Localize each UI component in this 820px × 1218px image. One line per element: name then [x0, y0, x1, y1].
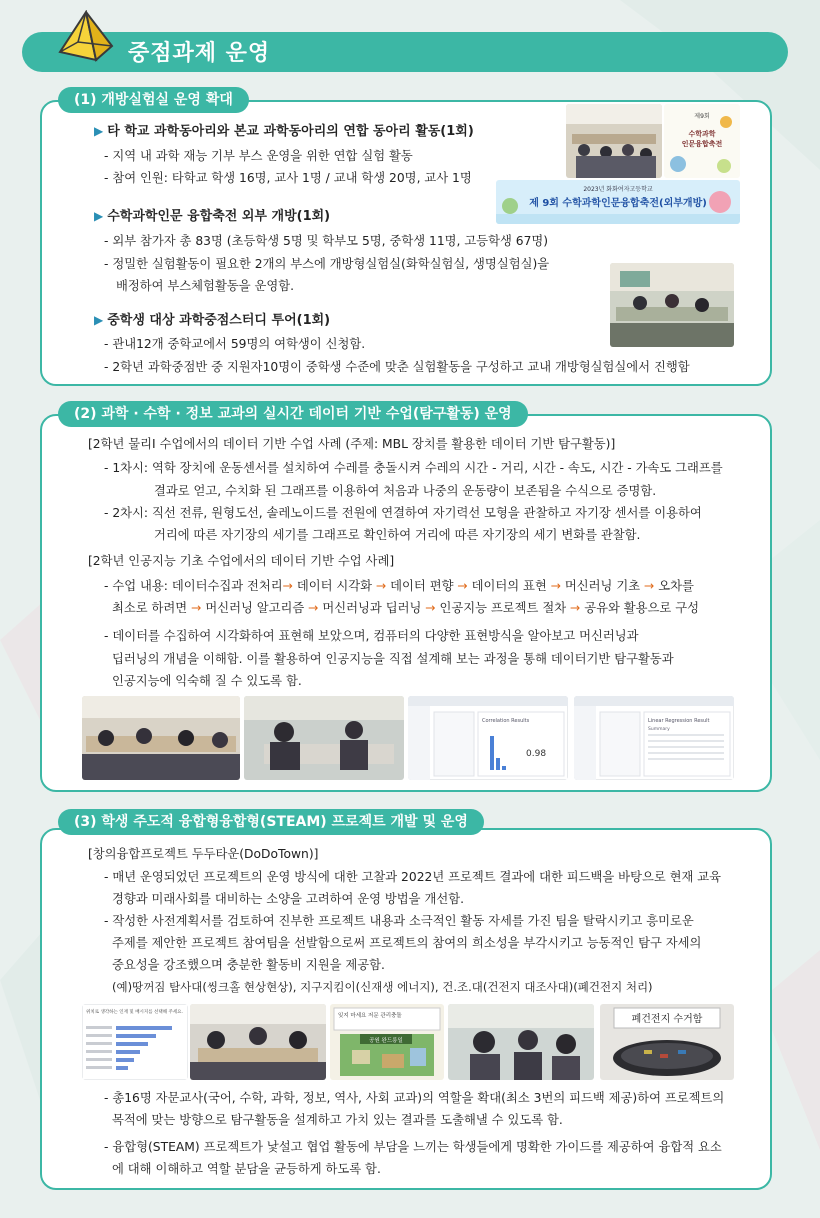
- classroom-photo-1: [82, 696, 240, 780]
- block-line: 거리에 따른 자기장의 세기를 그래프로 확인하여 거리에 따른 자기장의 세기 변화를 관찰함.: [154, 528, 641, 542]
- banner-school: 2023년 화화여자고등학교: [583, 186, 653, 193]
- item-line: - 정밀한 실험활동이 필요한 2개의 부스에 개방형실험실(화학실험실, 생명실험실)을: [104, 257, 550, 271]
- example-line: (예)땅꺼짐 탐사대(씽크홀 현상현상), 지구지킴이(신재생 에너지), 건.조.대(건전지 대조사대)(폐건전지 처리): [112, 980, 653, 994]
- item-line: 배정하여 부스체험활동을 운영함.: [116, 279, 295, 293]
- item-line: - 2학년 과학중점반 중 지원자10명이 중학생 수준에 맞춘 실험활동을 구성하고 교내 개방형실험실에서 진행함: [104, 360, 690, 374]
- battery-bin-sign: 폐건전지 수거함: [631, 1014, 703, 1025]
- item-heading-1: ▶ 타 학교 과학동아리와 본교 과학동아리의 연합 동아리 활동(1회): [94, 124, 474, 139]
- item-line: - 지역 내 과학 재능 기부 부스 운영을 위한 연합 실험 활동: [104, 149, 413, 163]
- block-line: 에 대해 이해하고 역할 분담을 균등하게 하도록 함.: [112, 1162, 381, 1176]
- svg-text:인문융합축전: 인문융합축전: [681, 140, 723, 148]
- block-heading-ai: [2학년 인공지능 기초 수업에서의 데이터 기반 수업 사례]: [88, 554, 395, 568]
- block-line: 목적에 맞는 방향으로 탐구활동을 설계하고 가치 있는 결과를 도출해낼 수 있도록 함.: [112, 1113, 563, 1127]
- team-meeting-photo: [190, 1004, 326, 1080]
- block-line: - 데이터를 수집하여 시각화하여 표현해 보았으며, 컴퓨터의 다양한 표현방식을 알아보고 머신러닝과: [104, 629, 639, 643]
- block-line: - 총16명 자문교사(국어, 수학, 과학, 정보, 역사, 사회 교과)의 역할을 확대(최소 3번의 피드백 제공)하여 프로젝트의: [104, 1091, 725, 1105]
- item-line: - 외부 참가자 총 83명 (초등학생 5명 및 학부모 5명, 중학생 11명, 고등학생 67명): [104, 234, 549, 248]
- block-line: - 1차시: 역학 장치에 운동센서를 설치하여 수레를 충돌시켜 수레의 시간 - 거리, 시간 - 속도, 시간 - 가속도 그래프를: [104, 461, 723, 475]
- software-screenshot-correlation: [408, 696, 568, 780]
- section-label-2: (2) 과학 · 수학 · 정보 교과의 실시간 데이터 기반 수업(탐구활동) 운영: [58, 401, 528, 427]
- survey-chart-screenshot: [82, 1004, 188, 1080]
- block-line: - 2차시: 직선 전류, 원형도선, 솔레노이드를 전원에 연결하여 자기력선 모형을 관찰하고 자기장 센서를 이용하여: [104, 506, 702, 520]
- page-title: 중점과제 운영: [128, 41, 271, 66]
- pyramid-icon: [56, 10, 116, 64]
- triangle-bullet-icon: ▶: [94, 124, 104, 138]
- regression-result-label: Linear Regression Result: [648, 718, 710, 724]
- students-presentation-photo: [448, 1004, 594, 1080]
- item-heading-2: ▶ 수학과학인문 융합축전 외부 개방(1회): [94, 209, 331, 224]
- block-heading-dodotown: [창의융합프로젝트 두두타운(DoDoTown)]: [88, 847, 319, 861]
- poster-mini-sub: 제9회: [694, 113, 710, 120]
- club-activity-photo: [566, 104, 662, 178]
- block-line: - 융합형(STEAM) 프로젝트가 낯설고 협업 활동에 부담을 느끼는 학생들에게 명확한 가이드를 제공하여 융합적 요소: [104, 1140, 722, 1154]
- svg-text:수학과학: 수학과학: [688, 130, 716, 138]
- triangle-bullet-icon: ▶: [94, 209, 104, 223]
- lab-booth-photo: [610, 263, 734, 347]
- section-label-3: (3) 학생 주도적 융합형융합형(STEAM) 프로젝트 개발 및 운영: [58, 809, 484, 835]
- block-line: 중요성을 강조했으며 충분한 활동비 지원을 제공함.: [112, 958, 385, 972]
- block-line-flow-1: - 수업 내용: 데이터수집과 전처리→ 데이터 시각화 → 데이터 편향 → 데이터의 표현 → 머신러닝 기초 → 오차를: [104, 579, 694, 593]
- banner-title: 제 9회 수학과학인문융합축전(외부개방): [529, 198, 707, 209]
- park-map-photo: [330, 1004, 444, 1080]
- block-line-flow-2: 최소로 하려면 → 머신러닝 알고리즘 → 머신러닝과 딥러닝 → 인공지능 프로젝트 절차 → 공유와 활용으로 구성: [112, 601, 699, 615]
- correlation-value: 0.98: [526, 749, 547, 759]
- map-title-text: 공원 완드릉일: [369, 1038, 403, 1044]
- block-line: - 매년 운영되었던 프로젝트의 운영 방식에 대한 고찰과 2022년 프로젝트 결과에 대한 피드백을 바탕으로 현재 교육: [104, 870, 722, 884]
- block-line: 인공지능에 익숙해 질 수 있도록 함.: [112, 674, 302, 688]
- block-line: - 작성한 사전계획서를 검토하여 진부한 프로젝트 내용과 소극적인 활동 자세를 가진 팀을 탈락시키고 흥미로운: [104, 914, 694, 928]
- regression-summary-label: Summary: [648, 727, 670, 732]
- festival-banner: [496, 180, 740, 224]
- block-line: 결과로 얻고, 수치화 된 그래프를 이용하여 처음과 나중의 운동량이 보존됨을 수식으로 증명함.: [154, 484, 657, 498]
- survey-question: 위치로 생각하는 인재 및 배시지를 선택해 주세요.: [86, 1010, 183, 1015]
- block-line: 주제를 제안한 프로젝트 참여팀을 선발함으로써 프로젝트의 참여의 희소성을 부각시키고 능동적인 탐구 자세의: [112, 936, 702, 950]
- festival-poster-thumbnail: [664, 104, 740, 178]
- item-line: - 관내12개 중학교에서 59명의 여학생이 신청함.: [104, 337, 366, 351]
- correlation-results-label: Correlation Results: [482, 718, 530, 724]
- block-line: 딥러닝의 개념을 이해함. 이를 활용하여 인공지능을 직접 설계해 보는 과정을 통해 데이터기반 탐구활동과: [112, 652, 674, 666]
- map-sign-text: 잊지 마세요 저문 관리충돌: [338, 1013, 402, 1019]
- item-line: - 참여 인원: 타학교 학생 16명, 교사 1명 / 교내 학생 20명, 교사 1명: [104, 171, 472, 185]
- battery-collection-photo: [600, 1004, 734, 1080]
- item-heading-3: ▶ 중학생 대상 과학중점스터디 투어(1회): [94, 313, 331, 328]
- classroom-photo-2: [244, 696, 404, 780]
- section-label-1: (1) 개방실험실 운영 확대: [58, 87, 249, 113]
- block-line: 경향과 미래사회를 대비하는 소양을 고려하여 운영 방법을 개선함.: [112, 892, 464, 906]
- software-screenshot-regression: [574, 696, 734, 780]
- triangle-bullet-icon: ▶: [94, 313, 104, 327]
- block-heading-physics: [2학년 물리Ⅰ 수업에서의 데이터 기반 수업 사례 (주제: MBL 장치를 활용한 데이터 기반 탐구활동)]: [88, 437, 616, 451]
